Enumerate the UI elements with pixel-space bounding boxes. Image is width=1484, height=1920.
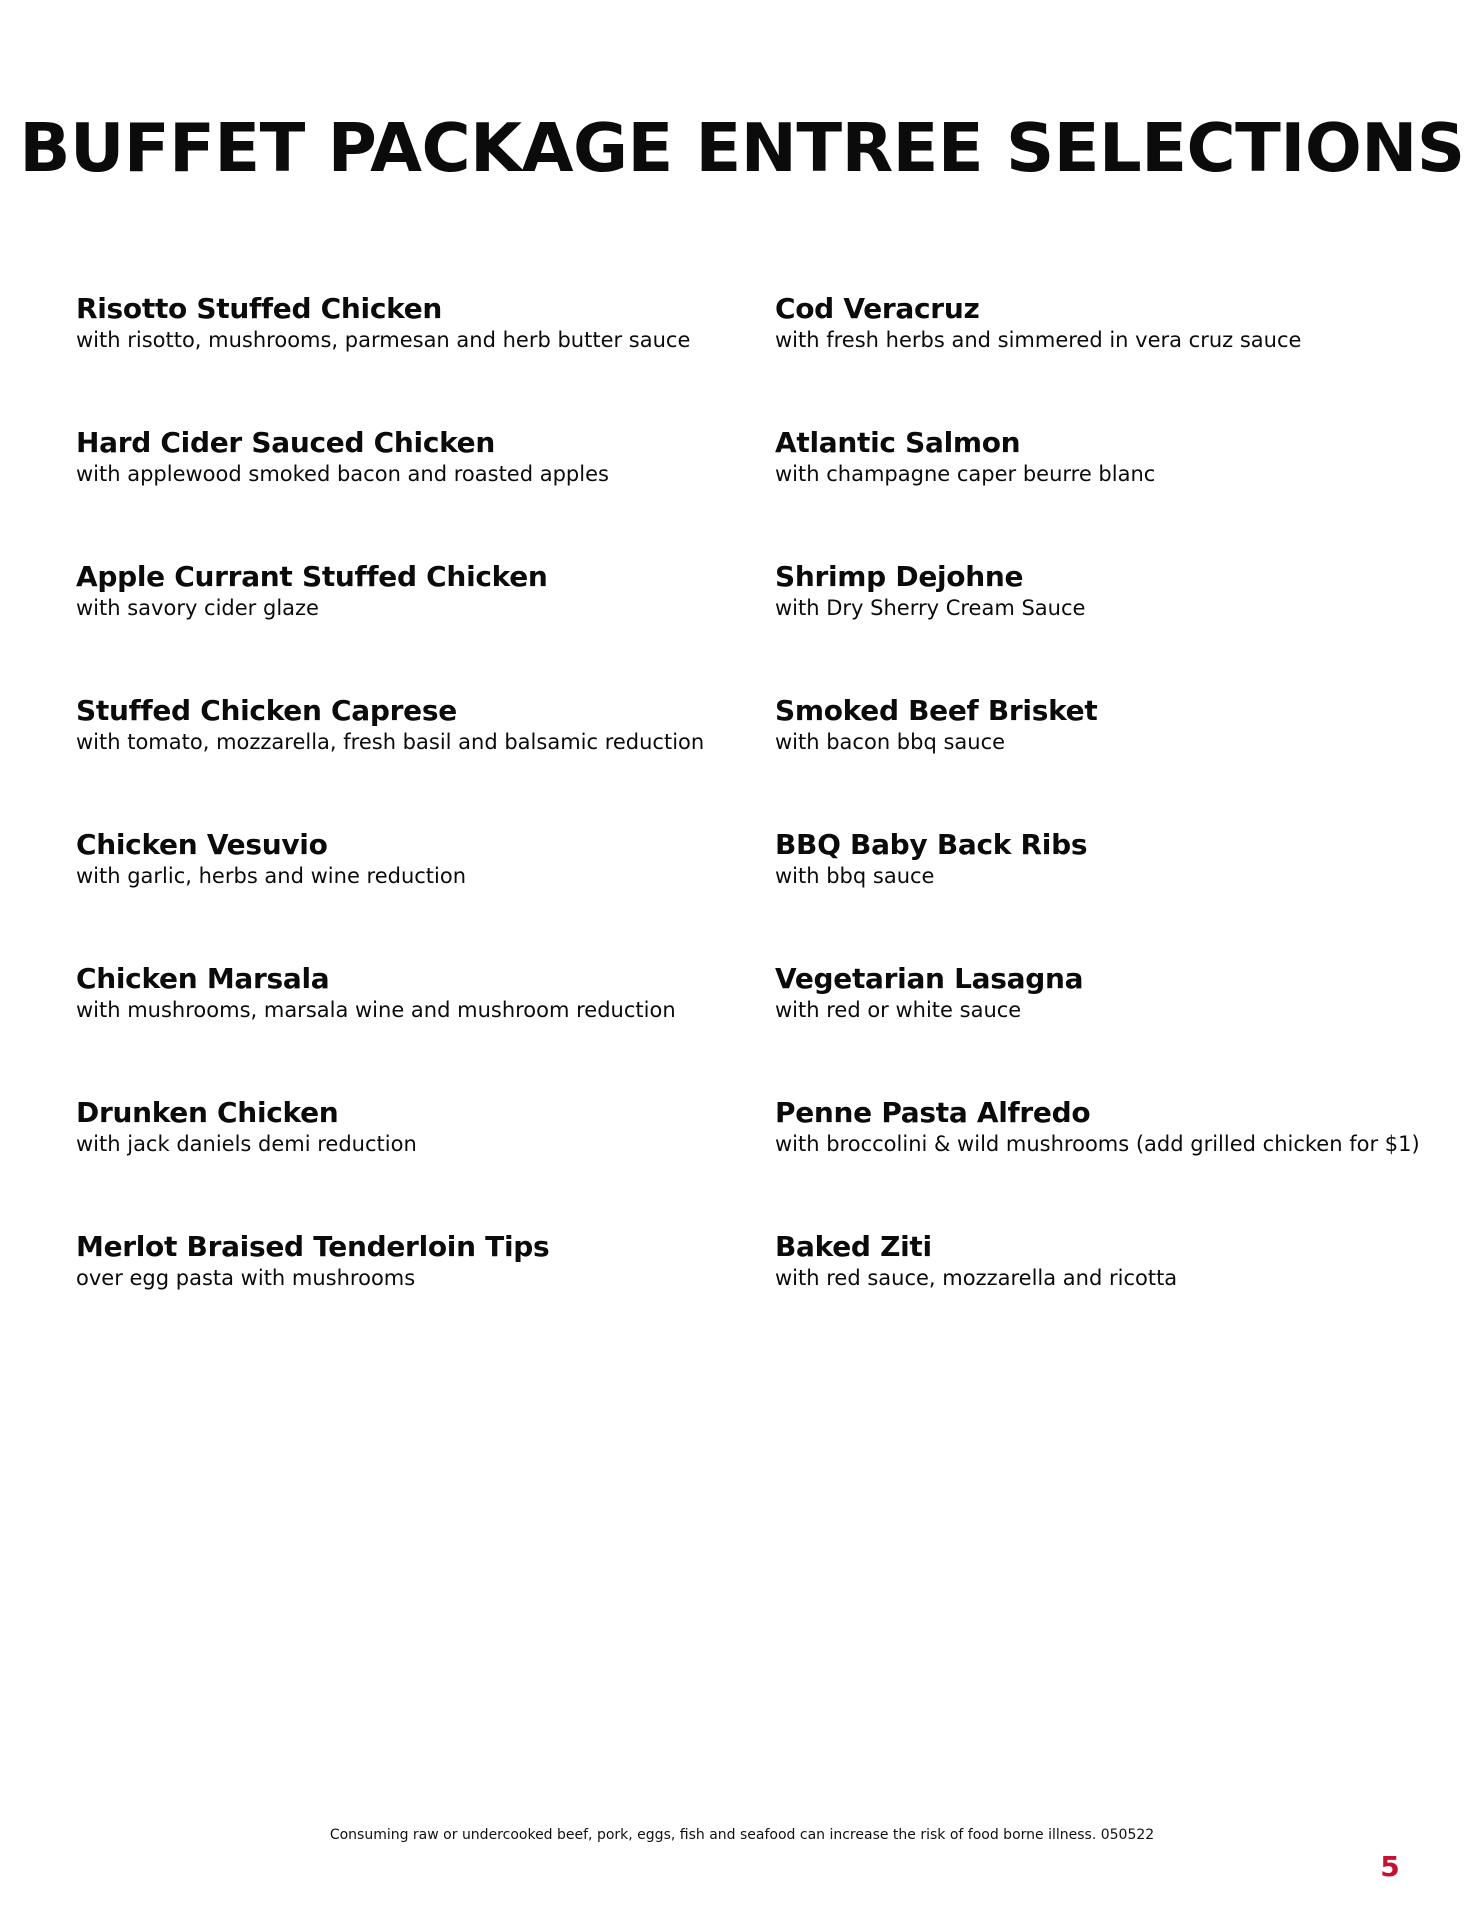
item-name: Merlot Braised Tenderloin Tips	[76, 1230, 550, 1263]
item-description: with garlic, herbs and wine reduction	[76, 864, 467, 888]
page-number: 5	[1380, 1850, 1400, 1883]
item-name: Drunken Chicken	[76, 1096, 339, 1129]
item-name: Risotto Stuffed Chicken	[76, 292, 443, 325]
item-name: Atlantic Salmon	[775, 426, 1021, 459]
item-description: with broccolini & wild mushrooms (add grilled chicken for $1)	[775, 1132, 1420, 1156]
item-name: Stuffed Chicken Caprese	[76, 694, 457, 727]
menu-item	[775, 1230, 1475, 1364]
item-description: with mushrooms, marsala wine and mushroom reduction	[76, 998, 676, 1022]
menu-item	[775, 828, 1475, 962]
page-title: BUFFET PACKAGE ENTREE SELECTIONS	[19, 109, 1465, 187]
item-name: Apple Currant Stuffed Chicken	[76, 560, 548, 593]
menu-item	[76, 1096, 756, 1230]
menu-item	[775, 962, 1475, 1096]
item-name: Chicken Vesuvio	[76, 828, 328, 861]
menu-column-left	[76, 292, 756, 1364]
menu-item	[76, 1230, 756, 1364]
item-name: Hard Cider Sauced Chicken	[76, 426, 496, 459]
menu-item	[76, 694, 756, 828]
item-description: with savory cider glaze	[76, 596, 319, 620]
menu-item	[76, 828, 756, 962]
item-description: with champagne caper beurre blanc	[775, 462, 1156, 486]
item-description: over egg pasta with mushrooms	[76, 1266, 416, 1290]
menu-item	[76, 560, 756, 694]
menu-item	[775, 1096, 1475, 1230]
menu-item	[76, 962, 756, 1096]
menu-item	[775, 292, 1475, 426]
item-name: Smoked Beef Brisket	[775, 694, 1098, 727]
item-description: with bacon bbq sauce	[775, 730, 1006, 754]
item-description: with jack daniels demi reduction	[76, 1132, 417, 1156]
menu-item	[775, 560, 1475, 694]
item-name: BBQ Baby Back Ribs	[775, 828, 1088, 861]
item-description: with red or white sauce	[775, 998, 1022, 1022]
item-name: Shrimp Dejohne	[775, 560, 1024, 593]
menu-item	[775, 426, 1475, 560]
item-description: with risotto, mushrooms, parmesan and herb butter sauce	[76, 328, 691, 352]
item-description: with bbq sauce	[775, 864, 935, 888]
menu-item	[775, 694, 1475, 828]
item-description: with fresh herbs and simmered in vera cruz sauce	[775, 328, 1302, 352]
item-description: with red sauce, mozzarella and ricotta	[775, 1266, 1178, 1290]
item-name: Baked Ziti	[775, 1230, 932, 1263]
item-name: Penne Pasta Alfredo	[775, 1096, 1091, 1129]
item-description: with Dry Sherry Cream Sauce	[775, 596, 1086, 620]
item-description: with applewood smoked bacon and roasted apples	[76, 462, 609, 486]
item-name: Vegetarian Lasagna	[775, 962, 1084, 995]
item-name: Chicken Marsala	[76, 962, 330, 995]
food-safety-disclaimer: Consuming raw or undercooked beef, pork, eggs, fish and seafood can increase the risk of food borne illness. 050522	[329, 1827, 1155, 1843]
item-description: with tomato, mozzarella, fresh basil and balsamic reduction	[76, 730, 705, 754]
menu-column-right	[775, 292, 1475, 1364]
item-name: Cod Veracruz	[775, 292, 980, 325]
menu-item	[76, 426, 756, 560]
menu-item	[76, 292, 756, 426]
